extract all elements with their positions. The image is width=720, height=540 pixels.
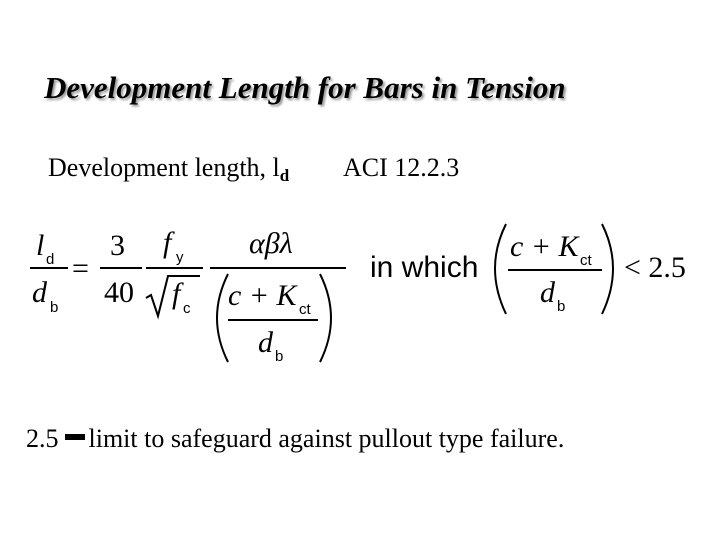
eq-coefficient-numerator: 3 xyxy=(110,229,125,262)
footnote-value: 2.5 xyxy=(26,424,59,453)
eq-condition-db: d xyxy=(540,276,555,309)
footnote xyxy=(26,424,564,454)
eq-c-plus-k: c + K xyxy=(228,279,297,312)
eq-condition-ct-subscript: ct xyxy=(580,252,592,269)
slide-title: Development Length for Bars in Tension xyxy=(44,70,566,105)
eq-limit: < 2.5 xyxy=(624,251,686,284)
eq-fc: f xyxy=(172,277,181,310)
eq-fy-subscript: y xyxy=(176,249,184,266)
aci-reference: ACI 12.2.3 xyxy=(343,153,460,182)
eq-db-subscript: b xyxy=(50,299,59,316)
eq-equals-sign: = xyxy=(72,252,89,285)
eq-inner-db: d xyxy=(258,326,273,359)
eq-ld: l xyxy=(36,229,45,262)
eq-in-which: in which xyxy=(370,251,479,284)
footnote-text: limit to safeguard against pullout type failure. xyxy=(88,424,565,453)
dash-separator xyxy=(65,434,85,440)
eq-condition-db-subscript: b xyxy=(557,298,566,315)
eq-db: d xyxy=(32,276,47,309)
eq-condition-left-parenthesis xyxy=(495,224,506,314)
eq-condition-c-plus-k: c + K xyxy=(510,230,579,263)
eq-fc-subscript: c xyxy=(183,300,191,317)
eq-coefficient-denominator: 40 xyxy=(104,276,134,309)
eq-left-parenthesis xyxy=(217,274,228,362)
eq-ct-subscript: ct xyxy=(299,301,311,318)
eq-condition-right-parenthesis xyxy=(602,224,613,314)
eq-inner-db-subscript: b xyxy=(275,348,284,365)
eq-modification-factors: αβλ xyxy=(249,227,293,260)
development-length-text: Development length, l xyxy=(48,153,280,182)
eq-right-parenthesis xyxy=(320,274,331,362)
development-length-subscript: d xyxy=(279,166,290,185)
eq-fy: f xyxy=(163,226,172,259)
eq-ld-subscript: d xyxy=(46,251,55,268)
